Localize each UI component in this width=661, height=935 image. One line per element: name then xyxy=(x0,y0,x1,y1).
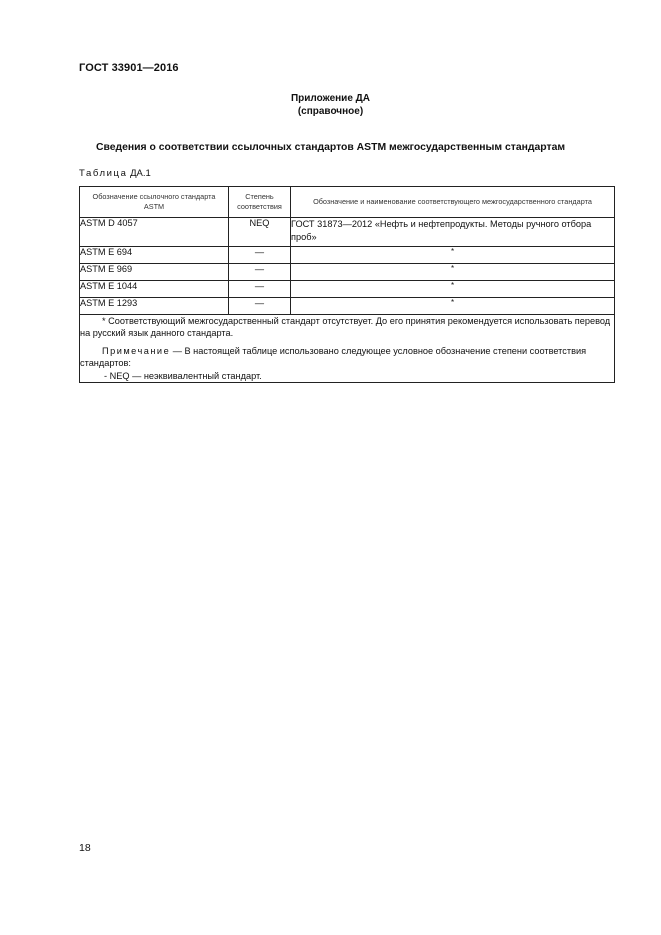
appendix-heading xyxy=(0,92,661,118)
table-row xyxy=(80,247,615,264)
header-standard: Обозначение ссылочного стандарта ASTM xyxy=(80,187,229,218)
cell-name: * xyxy=(291,298,615,315)
reference-standards-table xyxy=(79,186,615,383)
table-caption-number: ДА.1 xyxy=(130,168,151,179)
cell-name: * xyxy=(291,247,615,264)
page-number: 18 xyxy=(79,842,91,854)
note-label: Примечание xyxy=(102,345,171,356)
cell-degree: — xyxy=(229,247,291,264)
table-notes xyxy=(80,315,615,383)
cell-name: * xyxy=(291,281,615,298)
cell-standard: ASTM D 4057 xyxy=(80,218,229,247)
cell-name: * xyxy=(291,264,615,281)
cell-standard: ASTM E 1044 xyxy=(80,281,229,298)
cell-degree: — xyxy=(229,298,291,315)
note-text: — В настоящей таблице использовано следующее условное обозначение степени соответствия стандартов: xyxy=(80,345,587,369)
table-footnote: * Соответствующий межгосударственный стандарт отсутствует. До его принятия рекомендуется использовать перевод на русский язык данного стандарта. xyxy=(80,316,611,339)
table-row xyxy=(80,298,615,315)
section-title: Сведения о соответствии ссылочных стандартов ASTM межгосударственным стандартам xyxy=(95,142,566,153)
table-row xyxy=(80,281,615,298)
table-caption xyxy=(79,168,151,179)
note-item: - NEQ — неэквивалентный стандарт. xyxy=(104,370,262,381)
cell-name: ГОСТ 31873—2012 «Нефть и нефтепродукты. Методы ручного отбора проб» xyxy=(291,218,615,247)
table-header-row xyxy=(80,187,615,218)
table-notes-row xyxy=(80,315,615,383)
table-row xyxy=(80,218,615,247)
cell-standard: ASTM E 969 xyxy=(80,264,229,281)
table-note xyxy=(80,345,614,370)
cell-standard: ASTM E 1293 xyxy=(80,298,229,315)
document-code: ГОСТ 33901—2016 xyxy=(79,62,179,74)
appendix-title: Приложение ДА xyxy=(290,93,371,104)
cell-degree: — xyxy=(229,281,291,298)
cell-degree: NEQ xyxy=(229,218,291,247)
header-degree: Степень соответствия xyxy=(229,187,291,218)
cell-standard: ASTM E 694 xyxy=(80,247,229,264)
cell-degree: — xyxy=(229,264,291,281)
table-caption-word: Таблица xyxy=(79,168,128,179)
appendix-subtitle: (справочное) xyxy=(297,106,364,117)
header-name: Обозначение и наименование соответствующего межгосударственного стандарта xyxy=(291,187,615,218)
table-row xyxy=(80,264,615,281)
